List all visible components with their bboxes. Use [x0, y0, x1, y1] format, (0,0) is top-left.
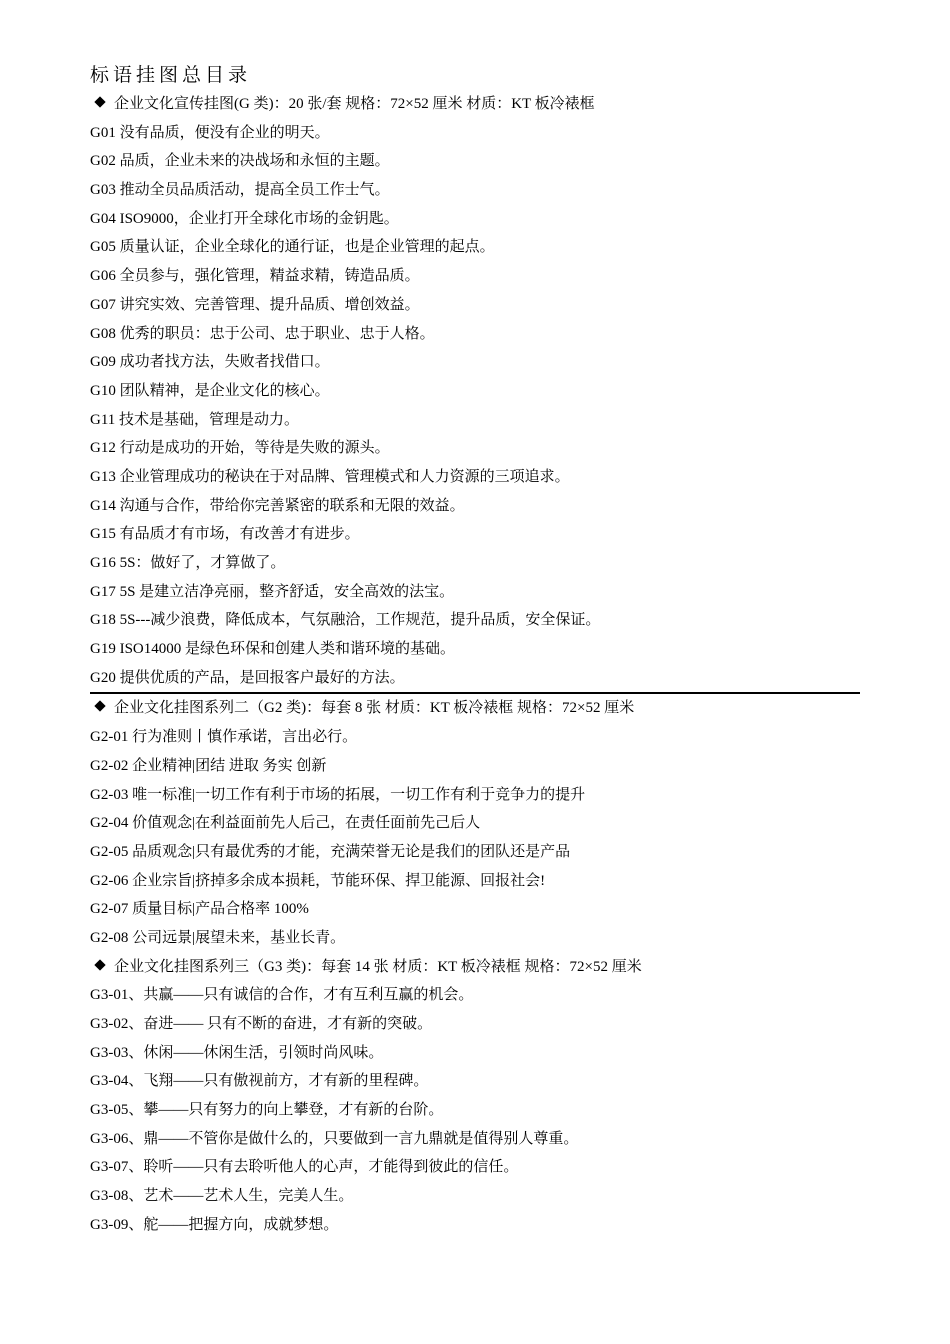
- document-page: [90, 60, 860, 1240]
- section-heading-text: 企业文化宣传挂图(G 类)：20 张/套 规格：72×52 厘米 材质：KT 板冷裱框: [114, 96, 595, 112]
- list-item: G2-02 企业精神|团结 进取 务实 创新: [90, 757, 327, 774]
- list-item: G18 5S---减少浪费，降低成本，气氛融洽，工作规范，提升品质，安全保证。: [90, 612, 601, 629]
- list-item: G11 技术是基础，管理是动力。: [90, 411, 300, 428]
- list-item: G2-01 行为准则丨慎作承诺，言出必行。: [90, 729, 358, 746]
- list-item: G10 团队精神，是企业文化的核心。: [90, 382, 330, 399]
- list-item: G3-04、飞翔——只有傲视前方，才有新的里程碑。: [90, 1073, 429, 1090]
- list-item: G3-03、休闲——休闲生活，引领时尚风味。: [90, 1044, 384, 1061]
- list-item: G06 全员参与，强化管理，精益求精，铸造品质。: [90, 268, 420, 285]
- list-item: G09 成功者找方法，失败者找借口。: [90, 354, 330, 371]
- list-item: G2-06 企业宗旨|挤掉多余成本损耗，节能环保、捍卫能源、回报社会!: [90, 872, 546, 889]
- list-item: G17 5S 是建立洁净亮丽，整齐舒适，安全高效的法宝。: [90, 583, 455, 600]
- list-item: G2-03 唯一标准|一切工作有利于市场的拓展，一切工作有利于竞争力的提升: [90, 786, 586, 803]
- list-item: G16 5S：做好了，才算做了。: [90, 555, 286, 571]
- list-item: G3-08、艺术——艺术人生，完美人生。: [90, 1188, 354, 1205]
- section-heading-g3: [90, 953, 860, 982]
- list-item: G2-07 质量目标|产品合格率 100%: [90, 901, 309, 918]
- list-item: G02 品质，企业未来的决战场和永恒的主题。: [90, 153, 390, 170]
- list-item: G04 ISO9000，企业打开全球化市场的金钥匙。: [90, 210, 399, 227]
- page-title: 标语挂图总目录: [90, 64, 252, 86]
- list-item: G3-02、奋进—— 只有不断的奋进，才有新的突破。: [90, 1016, 433, 1032]
- list-item: G19 ISO14000 是绿色环保和创建人类和谐环境的基础。: [90, 641, 456, 658]
- list-item: G03 推动全员品质活动，提高全员工作士气。: [90, 182, 390, 199]
- list-item: G01 没有品质，便没有企业的明天。: [90, 124, 330, 141]
- list-item: G3-09、舵——把握方向，成就梦想。: [90, 1216, 339, 1233]
- list-item: G3-05、攀——只有努力的向上攀登，才有新的台阶。: [90, 1102, 444, 1119]
- list-item: G2-05 品质观念|只有最优秀的才能，充满荣誉无论是我们的团队还是产品: [90, 843, 571, 860]
- list-item: G07 讲究实效、完善管理、提升品质、增创效益。: [90, 296, 420, 313]
- list-item: G14 沟通与合作，带给你完善紧密的联系和无限的效益。: [90, 497, 465, 514]
- list-item: G3-06、鼎——不管你是做什么的，只要做到一言九鼎就是值得别人尊重。: [90, 1130, 579, 1147]
- section-heading-text: 企业文化挂图系列三（G3 类)：每套 14 张 材质：KT 板冷裱框 规格：72×52 厘米: [114, 958, 642, 975]
- list-item: G15 有品质才有市场，有改善才有进步。: [90, 526, 360, 543]
- diamond-bullet-icon: [94, 96, 105, 107]
- list-item: G08 优秀的职员：忠于公司、忠于职业、忠于人格。: [90, 325, 435, 342]
- diamond-bullet-icon: [94, 959, 105, 970]
- section-heading-g: [90, 90, 860, 119]
- section-heading-text: 企业文化挂图系列二（G2 类)：每套 8 张 材质：KT 板冷裱框 规格：72×52 厘米: [114, 700, 635, 717]
- list-item: G20 提供优质的产品，是回报客户最好的方法。: [90, 669, 405, 686]
- list-item: G12 行动是成功的开始，等待是失败的源头。: [90, 440, 390, 457]
- list-item: G3-07、聆听——只有去聆听他人的心声，才能得到彼此的信任。: [90, 1159, 519, 1176]
- section-heading-g2: [90, 694, 860, 723]
- list-item: G3-01、共赢——只有诚信的合作，才有互利互赢的机会。: [90, 987, 474, 1004]
- list-item: G13 企业管理成功的秘诀在于对品牌、管理模式和人力资源的三项追求。: [90, 468, 570, 485]
- list-item: G05 质量认证，企业全球化的通行证，也是企业管理的起点。: [90, 239, 495, 256]
- list-item: G2-04 价值观念|在利益面前先人后己，在责任面前先己后人: [90, 815, 481, 832]
- diamond-bullet-icon: [94, 701, 105, 712]
- list-item: G2-08 公司远景|展望未来，基业长青。: [90, 929, 346, 946]
